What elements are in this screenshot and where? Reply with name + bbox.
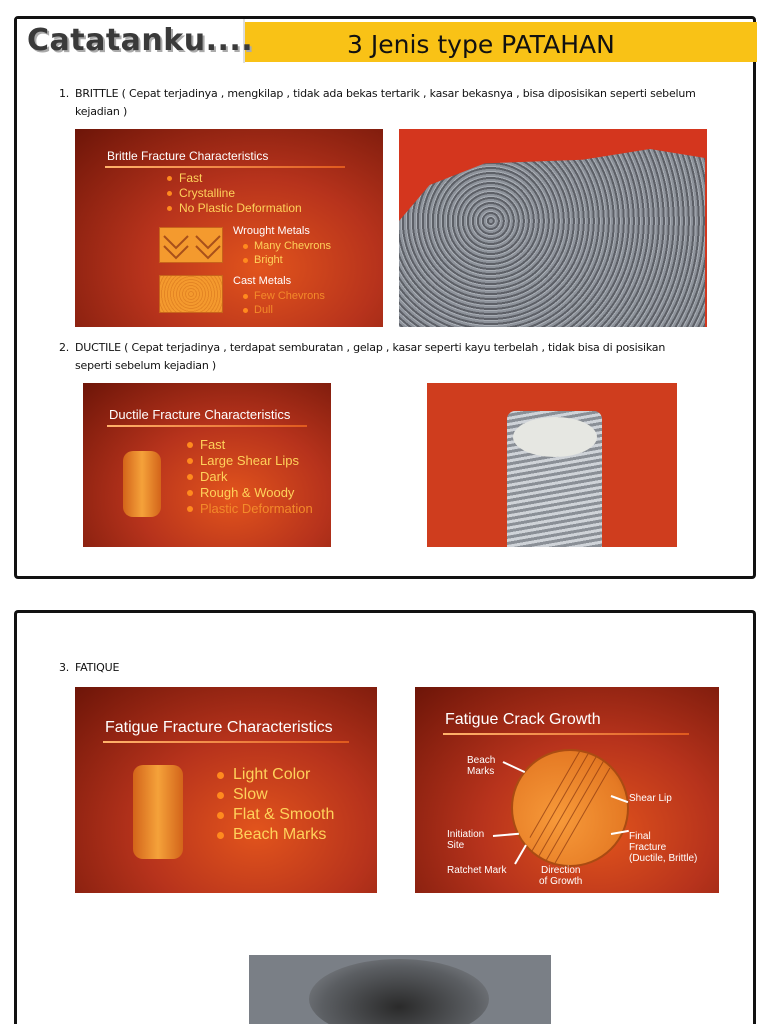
arrow-icon — [493, 833, 519, 837]
bullet-item: No Plastic Deformation — [167, 201, 302, 216]
slide-title: Fatigue Fracture Characteristics — [105, 719, 333, 736]
chevron-pattern-icon — [160, 228, 224, 264]
label-direction: Direction — [541, 865, 581, 876]
bullet-item: Plastic Deformation — [187, 501, 313, 517]
arrow-icon — [503, 761, 526, 773]
brand-logo: Catatanku.... — [27, 23, 254, 58]
bullet-dot-icon — [217, 812, 224, 819]
bullet-dot-icon — [187, 458, 193, 464]
slide-rule — [103, 741, 349, 743]
cast-swatch — [159, 275, 223, 313]
bullet-item: Few Chevrons — [243, 289, 325, 303]
label-final: Final — [629, 831, 651, 842]
slide-title: Brittle Fracture Characteristics — [107, 149, 269, 163]
item-line: seperti sebelum kejadian ) — [75, 359, 217, 372]
crack-growth-slide — [415, 687, 719, 893]
item-line: FATIQUE — [75, 661, 120, 674]
bullet-item: Beach Marks — [217, 825, 334, 845]
slide-title: Fatigue Crack Growth — [445, 711, 601, 728]
item-fatigue-text — [59, 659, 749, 677]
bullet-dot-icon — [167, 176, 172, 181]
wrought-heading: Wrought Metals — [233, 225, 310, 237]
item-ductile-text — [59, 339, 749, 375]
bullet-item: Light Color — [217, 765, 334, 785]
fracture-surface — [513, 417, 597, 457]
item-number: 2. — [59, 341, 70, 354]
bullet-item: Fast — [167, 171, 302, 186]
fatigue-specimen-icon — [133, 765, 183, 859]
bullet-dot-icon — [217, 792, 224, 799]
bullet-dot-icon — [187, 506, 193, 512]
bullet-dot-icon — [243, 294, 248, 299]
bullet-dot-icon — [187, 490, 193, 496]
label-site: Site — [447, 840, 465, 851]
bullet-item: Rough & Woody — [187, 485, 313, 501]
arrow-icon — [514, 844, 527, 864]
bullet-item: Dull — [243, 303, 325, 317]
bullet-item: Fast — [187, 437, 313, 453]
wrought-bullets — [243, 239, 331, 267]
label-initiation: Initiation — [447, 829, 485, 840]
cast-heading: Cast Metals — [233, 275, 292, 287]
cast-bullets — [243, 289, 325, 317]
item-brittle-text — [59, 85, 749, 121]
bullet-dot-icon — [243, 258, 248, 263]
fatigue-bullets — [217, 765, 334, 845]
item-line: kejadian ) — [75, 105, 128, 118]
bullet-item: Crystalline — [167, 186, 302, 201]
page-card-2 — [14, 610, 756, 1024]
bullet-item: Slow — [217, 785, 334, 805]
bullet-item: Flat & Smooth — [217, 805, 334, 825]
chevron-swatch — [159, 227, 223, 263]
ductile-slide — [83, 383, 331, 547]
bullet-item: Many Chevrons — [243, 239, 331, 253]
label-of-growth: of Growth — [539, 876, 583, 887]
brittle-slide — [75, 129, 383, 327]
bullet-dot-icon — [187, 442, 193, 448]
bullet-item: Large Shear Lips — [187, 453, 313, 469]
fatigue-slide — [75, 687, 377, 893]
fracture-face-diagram — [511, 749, 629, 867]
bullet-dot-icon — [217, 832, 224, 839]
slide-rule — [105, 166, 345, 168]
bullet-dot-icon — [167, 206, 172, 211]
bullet-dot-icon — [217, 772, 224, 779]
bullet-dot-icon — [187, 474, 193, 480]
ductile-fracture-photo — [427, 383, 677, 547]
item-number: 1. — [59, 87, 70, 100]
slide-rule — [443, 733, 689, 735]
fracture-surface — [309, 959, 489, 1024]
bullet-dot-icon — [243, 308, 248, 313]
slide-title: Ductile Fracture Characteristics — [109, 407, 291, 422]
ductile-bullets — [187, 437, 313, 517]
brittle-bullets — [167, 171, 302, 216]
bullet-dot-icon — [167, 191, 172, 196]
bullet-item: Bright — [243, 253, 331, 267]
bullet-item: Dark — [187, 469, 313, 485]
label-shear-lip: Shear Lip — [629, 793, 672, 804]
item-line: BRITTLE ( Cepat terjadinya , mengkilap , tidak ada bekas tertarik , kasar bekasnya , bisa diposisikan seperti sebelum — [75, 87, 696, 100]
brittle-fracture-photo — [399, 129, 707, 327]
ductile-specimen-icon — [123, 451, 161, 517]
bullet-dot-icon — [243, 244, 248, 249]
label-beach: Beach — [467, 755, 496, 766]
page-title: 3 Jenis type PATAHAN — [347, 30, 615, 59]
fatigue-fracture-photo — [249, 955, 551, 1024]
label-marks: Marks — [467, 766, 495, 777]
label-ratchet: Ratchet Mark — [447, 865, 507, 876]
label-fracture-types: (Ductile, Brittle) — [629, 853, 698, 864]
item-line: DUCTILE ( Cepat terjadinya , terdapat semburatan , gelap , kasar seperti kayu terbelah , tidak bisa di posisikan — [75, 341, 666, 354]
brand-box — [17, 19, 254, 63]
slide-rule — [107, 425, 307, 427]
item-number: 3. — [59, 661, 70, 674]
page-card-1 — [14, 16, 756, 579]
label-fracture: Fracture — [629, 842, 667, 853]
